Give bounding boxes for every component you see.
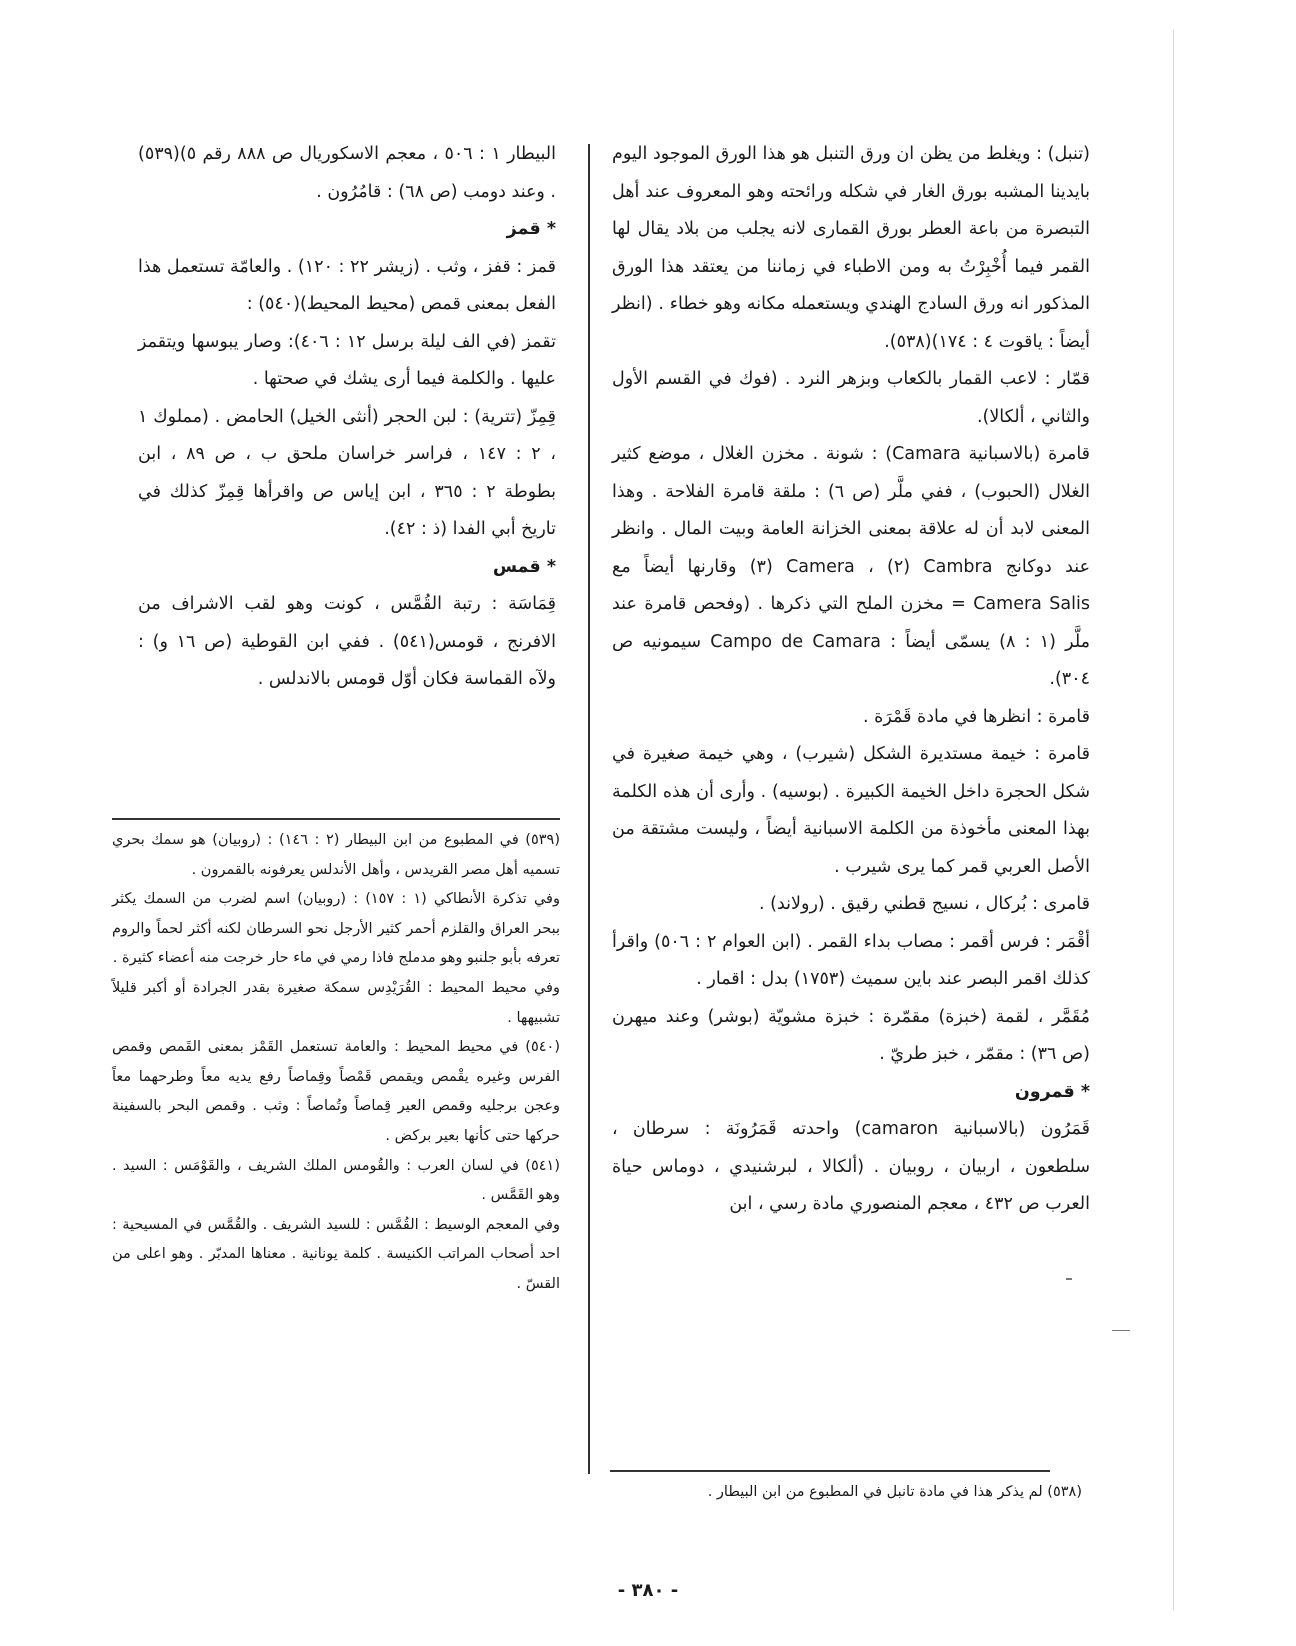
scan-edge-line [1173,30,1174,1610]
right-column [612,136,1090,1224]
entry-paragraph: قمّار : لاعب القمار بالكعاب وبزهر النرد . (فوك في القسم الأول والثاني ، ألكالا). [612,369,1090,427]
entry-paragraph: قمز : قفز ، وثب . (زيشر ٢٢ : ١٢٠) . والعامّة تستعمل هذا الفعل بمعنى قمص (محيط المحيط)(٥٤٠) : [138,256,556,314]
scan-mark [1112,1330,1130,1331]
footnote-rule [610,1470,1050,1472]
footnote: (٥٤٠) في محيط المحيط : والعامة تستعمل القَمْز بمعنى القَمص وقمص الفرس وغيره يقْمص ويقمص قَمْصاً وقِماصاً رفع يديه معاً وطرحهما معاً وعجن برجليه وقمص العير قِماصاً وتُماصاً : وثب . وقمص البحر بالسفينة حركها حتى كأنها بعير بركض . [112,1039,560,1144]
entry-paragraph: البيطار ١ : ٥٠٦ ، معجم الاسكوريال ص ٨٨٨ رقم ٥)(٥٣٩) . وعند دومب (ص ٦٨) : قامُرُون . [138,144,556,202]
section-heading: * قمز [506,219,556,239]
entry-paragraph: قامرة : خيمة مستديرة الشكل (شيرب) ، وهي خيمة صغيرة في شكل الحجرة داخل الخيمة الكبيرة . (بوسيه) . وأرى أن هذه الكلمة بهذا المعنى مأخوذة من الكلمة الاسبانية أيضاً ، وليست مشتقة من الأصل العربي قمر كما يرى شيرب . [612,744,1090,877]
section-heading: * قمس [492,556,556,577]
entry-paragraph: أقْمَر : فرس أقمر : مصاب بداء القمر . (ابن العوام ٢ : ٥٠٦) واقرأ كذلك اقمر البصر عند باين سميث (١٧٥٣) بدل : اقمار . [612,931,1090,989]
entry-paragraph: قامرى : بُركال ، نسيج قطني رقيق . (رولاند) . [759,894,1090,914]
column-divider [588,144,590,1474]
left-column [138,136,556,699]
footnote: وفي تذكرة الأنطاكي (١ : ١٥٧) : (روبيان) اسم لضرب من السمك يكثر ببحر العراق والقلزم أحمر كثير الأرجل نحو السرطان لكنه أكثر لحماً والروم تعرفه بأبو جلنبو وهو مدملج فاذا رمي في ماء حار خرجت منه أعضاء كثيرة . [112,891,560,967]
footnote: (٥٣٩) في المطبوع من ابن البيطار (٢ : ١٤٦) : (روبيان) هو سمك بحري تسميه أهل مصر القريدس ، وأهل الأندلس يعرفونه بالقمرون . [112,832,560,878]
footnote: وفي المعجم الوسيط : القُمَّس : للسيد الشريف . والقُمَّس في المسيحية : احد أصحاب المراتب الكنيسة . كلمة يونانية . معناها المدبّر . وهو اعلى من القسّ . [112,1216,560,1292]
entry-paragraph: قامرة (بالاسبانية Camara) : شونة . مخزن الغلال ، موضع كثير الغلال (الحبوب) ، ففي ملَّر (ص ٦) : ملقة قامرة الفلاحة . وهذا المعنى لابد أن له علاقة بمعنى الخزانة العامة وبيت المال . وانظر عند دوكانج Cambra (٢) ، Camera (٣) وقارنها أيضاً مع Camera Salis = مخزن الملح التي ذكرها . (وفحص قامرة عند ملَّر (١ : ٨) يسمّى أيضاً : Campo de Camara سيمونيه ص ٣٠٤). [612,444,1091,689]
entry-paragraph: مُقَمَّر ، لقمة (خبزة) مقمّرة : خبزة مشويّة (بوشر) وعند ميهرن (ص ٣٦) : مقمّر ، خبز طريّ . [612,1006,1090,1064]
footnotes-left [112,826,560,1300]
footnote-rule [112,818,560,820]
footnote: وفي محيط المحيط : القُرَيْدِس سمكة صغيرة بقدر الجرادة أو أكبر قليلاً تشبيهها . [112,979,560,1026]
scan-mark [1066,1278,1072,1280]
entry-paragraph: قَمَرُون (بالاسبانية camaron) واحدته قَمَرُونَة : سرطان ، سلطعون ، اربيان ، روبيان . (ألكالا ، لبرشنيدي ، دوماس حياة العرب ص ٤٣٢ ، معجم المنصوري مادة رسي ، ابن [612,1119,1091,1214]
footnote: (٥٤١) في لسان العرب : والقُومس الملك الشريف ، والقَوْمَس : السيد . وهو القَمَّس . [112,1157,560,1204]
section-heading: * قمرون [1014,1081,1090,1102]
page-number: - ٣٨٠ - [617,1580,679,1601]
entry-paragraph: قِمَاسَة : رتبة القُمَّس ، كونت وهو لقب الاشراف من الافرنج ، قومس(٥٤١) . ففي ابن القوطية (ص ١٦ و) : ولآه القماسة فكان أوّل قومس بالاندلس . [138,594,556,689]
entry-paragraph: تقمز (في الف ليلة برسل ١٢ : ٤٠٦): وصار يبوسها ويتقمز عليها . والكلمة فيما أرى يشك في صحتها . [138,331,556,389]
entry-paragraph: قِمِزّ (تترية) : لبن الحجر (أنثى الخيل) الحامض . (مملوك ١ ، ٢ : ١٤٧ ، فراسر خراسان ملحق ب ، ص ٨٩ ، ابن بطوطة ٢ : ٣٦٥ ، ابن إياس ص واقرأها قِمِزّ كذلك في تاريخ أبي الفدا (ذ : ٤٢). [138,406,557,539]
footnotes-right [612,1478,1082,1508]
footnote: (٥٣٨) لم يذكر هذا في مادة تانبل في المطبوع من ابن البيطار . [707,1484,1082,1500]
entry-paragraph: (تنبل) : ويغلط من يظن ان ورق التنبل هو هذا الورق الموجود اليوم بايدينا المشبه بورق الغار في شكله ورائحته وهو المعروف عند أهل التبصرة من باعة العطر بورق القمارى لانه يجلب من بلاد يقال لها القمر فيما أُخْبِرْتُ به ومن الاطباء في زماننا من يعتقد هذا الورق المذكور انه ورق السادج الهندي ويستعمله مكانه وهو خطاء . (انظر أيضاً : ياقوت ٤ : ١٧٤)(٥٣٨). [612,144,1090,352]
entry-paragraph: قامرة : انظرها في مادة قَمْرَة . [863,706,1090,727]
